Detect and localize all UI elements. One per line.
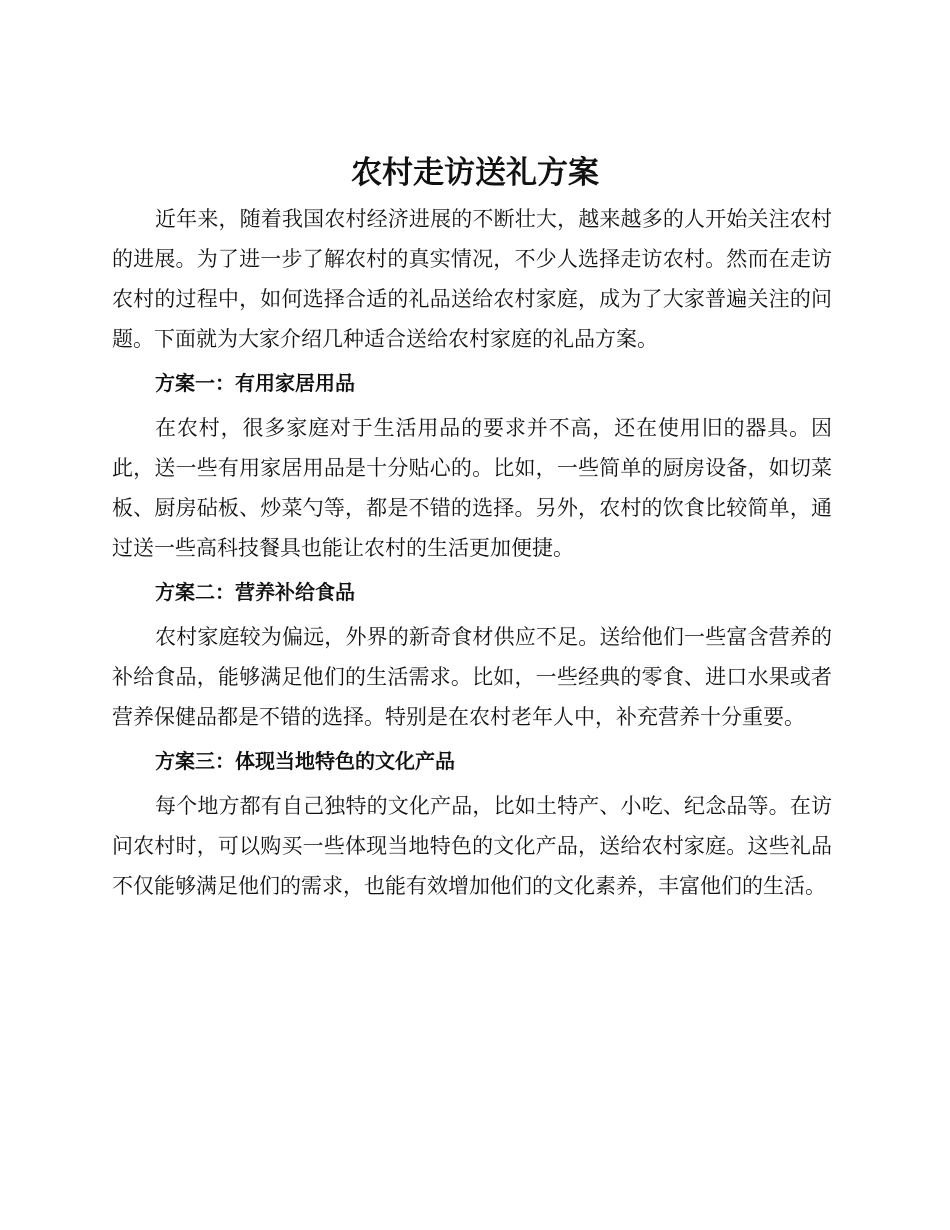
section-paragraph-1: 在农村，很多家庭对于生活用品的要求并不高，还在使用旧的器具。因此，送一些有用家居用品是十分贴心的。比如，一些简单的厨房设备，如切菜板、厨房砧板、炒菜勺等，都是不错的选择。另外，农村的饮食比较简单，通过送一些高科技餐具也能让农村的生活更加便捷。: [112, 416, 832, 560]
document-body: [112, 199, 832, 906]
section-paragraph-2: 农村家庭较为偏远，外界的新奇食材供应不足。送给他们一些富含营养的补给食品，能够满足他们的生活需求。比如，一些经典的零食、进口水果或者营养保健品都是不错的选择。特别是在农村老年人中，补充营养十分重要。: [112, 625, 832, 729]
intro-paragraph: 近年来，随着我国农村经济进展的不断壮大，越来越多的人开始关注农村的进展。为了进一步了解农村的真实情况，不少人选择走访农村。然而在走访农村的过程中，如何选择合适的礼品送给农村家庭，成为了大家普遍关注的问题。下面就为大家介绍几种适合送给农村家庭的礼品方案。: [112, 207, 832, 351]
section-heading-3: 方案三：体现当地特色的文化产品: [155, 749, 455, 773]
section-paragraph-3: 每个地方都有自己独特的文化产品，比如土特产、小吃、纪念品等。在访问农村时，可以购买一些体现当地特色的文化产品，送给农村家庭。这些礼品不仅能够满足他们的需求，也能有效增加他们的文化素养，丰富他们的生活。: [112, 794, 832, 898]
section-heading-1: 方案一：有用家居用品: [155, 371, 355, 395]
document-title: 农村走访送礼方案: [351, 155, 599, 191]
section-heading-2: 方案二：营养补给食品: [155, 580, 355, 604]
